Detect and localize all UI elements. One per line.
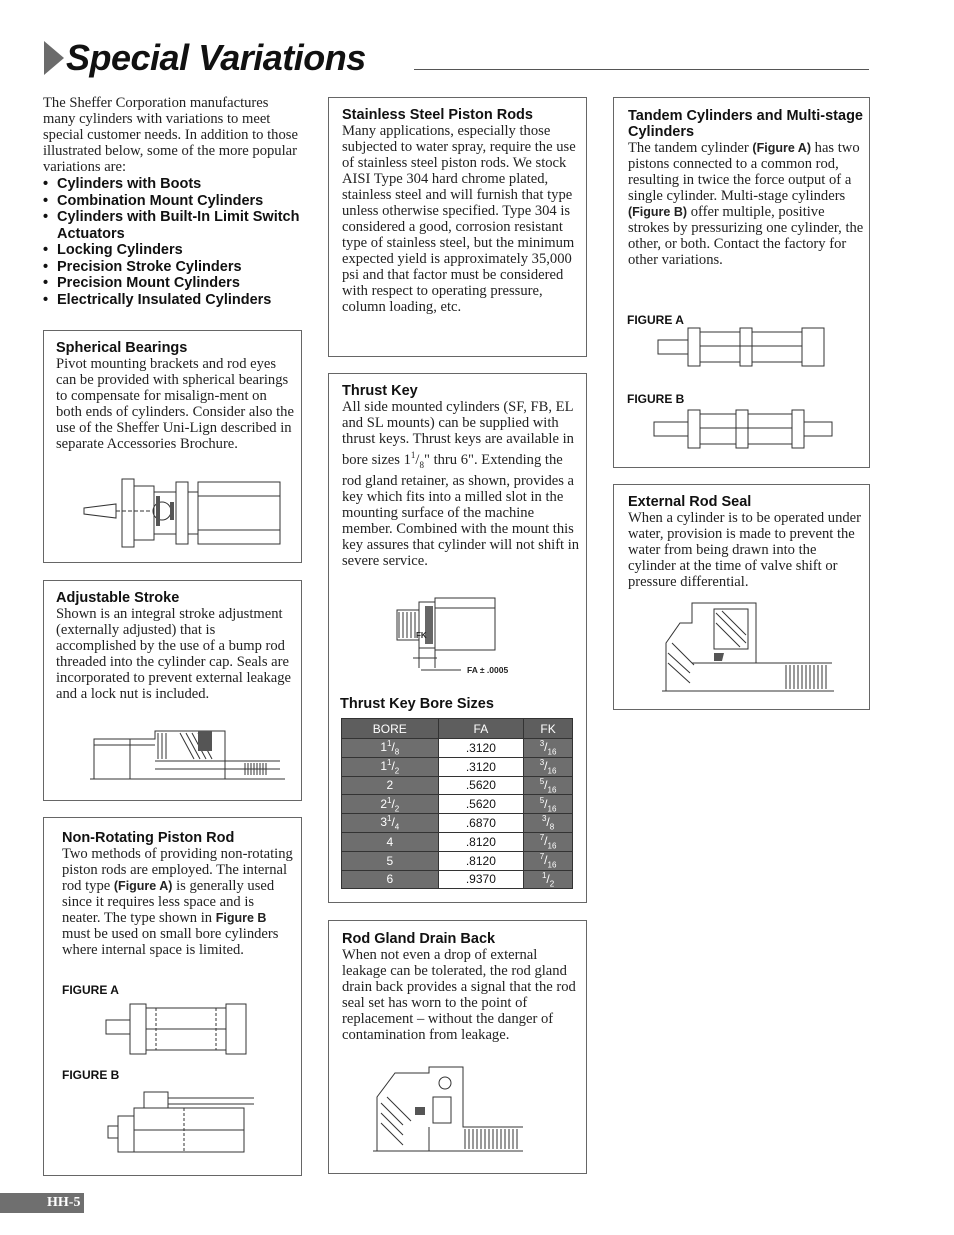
fa-cell: .6870 [438, 814, 524, 833]
table-row [342, 776, 573, 795]
column-header: FA [438, 719, 524, 739]
tandem-figure-a-drawing [656, 326, 831, 370]
stainless-rods-box [328, 97, 587, 357]
list-item: • Precision Mount Cylinders [43, 275, 301, 292]
drain-heading: Rod Gland Drain Back [342, 931, 496, 947]
list-item: • Combination Mount Cylinders [43, 193, 301, 210]
non-rotating-rod-box [43, 817, 302, 1176]
page-title-text: Special Variations [66, 37, 366, 78]
fk-cell: $^3/_{16}$ [524, 739, 573, 758]
bore-table-caption: Thrust Key Bore Sizes [340, 696, 494, 712]
adjustable-heading: Adjustable Stroke [56, 590, 180, 606]
fa-cell: .5620 [438, 776, 524, 795]
stainless-heading: Stainless Steel Piston Rods [342, 107, 533, 123]
adjustable-text: Shown is an integral stroke adjustment (externally adjusted) that is accomplished by the use of a bump rod threaded into the cylinder cap. Seals are incorporated to prevent external leakage and a lock nut is included. [56, 606, 292, 702]
drain-text: When not even a drop of external leakage can be tolerated, the rod gland drain back provides a signal that the rod seal set has worn to the point of replacement – without the danger of contamination from leakage. [342, 947, 576, 1043]
title-arrow-icon [44, 41, 64, 75]
spherical-heading: Spherical Bearings [56, 340, 188, 356]
page-title [44, 36, 366, 80]
variations-list [43, 176, 301, 308]
thrust-text: All side mounted cylinders (SF, FB, EL and SL mounts) can be supplied with thrust keys. Thrust keys are available in bore sizes $1^1/_8$" thru 6". Extending the rod gland retainer, as shown, provides a key which fits into a milled slot in the mounting surface of the machine member. Combined with the mount this key assures that cylinder will not shift in severe service. [342, 399, 580, 569]
list-item: • Electrically Insulated Cylinders [43, 292, 301, 309]
thrust-key-box [328, 373, 587, 903]
adjustable-stroke-box [43, 580, 302, 801]
tandem-text: The tandem cylinder (Figure A) has two pistons connected to a common rod, resulting in twice the force output of a single cylinder. Multi-stage cylinders (Figure B) offer multiple, positive strokes by pressurizing one cylinder, the other, or both. Contact the factory for other variations. [628, 140, 864, 268]
seal-heading: External Rod Seal [628, 494, 752, 510]
fk-cell: $^5/_{16}$ [524, 795, 573, 814]
intro-paragraph: The Sheffer Corporation manufactures many cylinders with variations to meet special customer needs. In addition to those illustrated below, some of the more popular variations are: [43, 95, 298, 175]
stainless-text: Many applications, especially those subjected to water spray, require the use of stainless steel piston rods. We stock AISI Type 304 hard chrome plated, stainless steel and will furnish that type unless otherwise specified. Type 304 is considered a good, corrosion resistant type of stainless steel, but the minimum expected yield is approximately 35,000 psi and that factor must be considered with respect to operating pressure, column loading, etc. [342, 123, 576, 315]
fa-cell: .8120 [438, 851, 524, 870]
fk-cell: $^7/_{16}$ [524, 851, 573, 870]
tandem-heading: Tandem Cylinders and Multi-stage Cylinders [628, 108, 863, 140]
nonrotating-figure-b-drawing [104, 1088, 264, 1158]
thrust-heading: Thrust Key [342, 383, 418, 399]
list-item: • Precision Stroke Cylinders [43, 259, 301, 276]
tandem-cylinders-box [613, 97, 870, 468]
tandem-figure-b-label: FIGURE B [627, 392, 685, 406]
table-header-row [342, 719, 573, 739]
fk-cell: $^7/_{16}$ [524, 832, 573, 851]
bore-cell: $1^1/_8$ [342, 739, 439, 758]
list-item: • Cylinders with Built-In Limit Switch Actuators [43, 209, 301, 242]
bore-cell: 6 [342, 870, 439, 889]
rod-gland-drain-back-box [328, 920, 587, 1174]
table-row [342, 795, 573, 814]
fa-dimension-label: FA ± .0005 [467, 665, 509, 675]
column-header: FK [524, 719, 573, 739]
list-item: • Locking Cylinders [43, 242, 301, 259]
fk-dimension-label: FK [416, 631, 427, 640]
adjustable-stroke-drawing [90, 731, 285, 783]
external-rod-seal-drawing [662, 603, 834, 695]
fk-cell: $^1/_2$ [524, 870, 573, 889]
tandem-figure-a-label: FIGURE A [627, 313, 684, 327]
fa-cell: .3120 [438, 757, 524, 776]
seal-text: When a cylinder is to be operated under water, provision is made to prevent the water from being drawn into the cylinder at the time of valve shift or pressure differential. [628, 510, 862, 590]
tandem-figure-b-drawing [654, 408, 834, 452]
fa-cell: .5620 [438, 795, 524, 814]
table-row [342, 851, 573, 870]
table-row [342, 832, 573, 851]
external-rod-seal-box [613, 484, 870, 710]
nonrotating-text: Two methods of providing non-rotating piston rods are employed. The internal rod type (Figure A) is generally used since it requires less space and is neater. The type shown in Figure B must be used on small bore cylinders where internal space is limited. [62, 846, 293, 958]
bore-sizes-table [341, 718, 573, 889]
bore-cell: $3^1/_4$ [342, 814, 439, 833]
column-header: BORE [342, 719, 439, 739]
list-item: • Cylinders with Boots [43, 176, 301, 193]
nonrotating-figure-a-drawing [106, 1000, 256, 1060]
fa-cell: .8120 [438, 832, 524, 851]
drain-back-drawing [373, 1067, 523, 1157]
table-row [342, 870, 573, 889]
bore-cell: $1^1/_2$ [342, 757, 439, 776]
fk-cell: $^3/_8$ [524, 814, 573, 833]
page-number: HH-5 [0, 1193, 84, 1213]
bore-cell: 5 [342, 851, 439, 870]
fk-cell: $^3/_{16}$ [524, 757, 573, 776]
spherical-bearings-box [43, 330, 302, 563]
nonrotating-figure-b-label: FIGURE B [62, 1068, 120, 1082]
bore-cell: 2 [342, 776, 439, 795]
spherical-text: Pivot mounting brackets and rod eyes can be provided with spherical bearings to compensate for misalign-ment on both ends of cylinders. Consider also the use of the Sheffer Uni-Lign described in separate Accessories Brochure. [56, 356, 294, 452]
fa-cell: .9370 [438, 870, 524, 889]
table-row [342, 757, 573, 776]
table-row [342, 814, 573, 833]
nonrotating-heading: Non-Rotating Piston Rod [62, 830, 235, 846]
title-rule [414, 69, 869, 70]
bore-cell: $2^1/_2$ [342, 795, 439, 814]
table-row [342, 739, 573, 758]
fk-cell: $^5/_{16}$ [524, 776, 573, 795]
fa-cell: .3120 [438, 739, 524, 758]
bore-cell: 4 [342, 832, 439, 851]
spherical-bearing-drawing [82, 476, 282, 551]
nonrotating-figure-a-label: FIGURE A [62, 983, 119, 997]
